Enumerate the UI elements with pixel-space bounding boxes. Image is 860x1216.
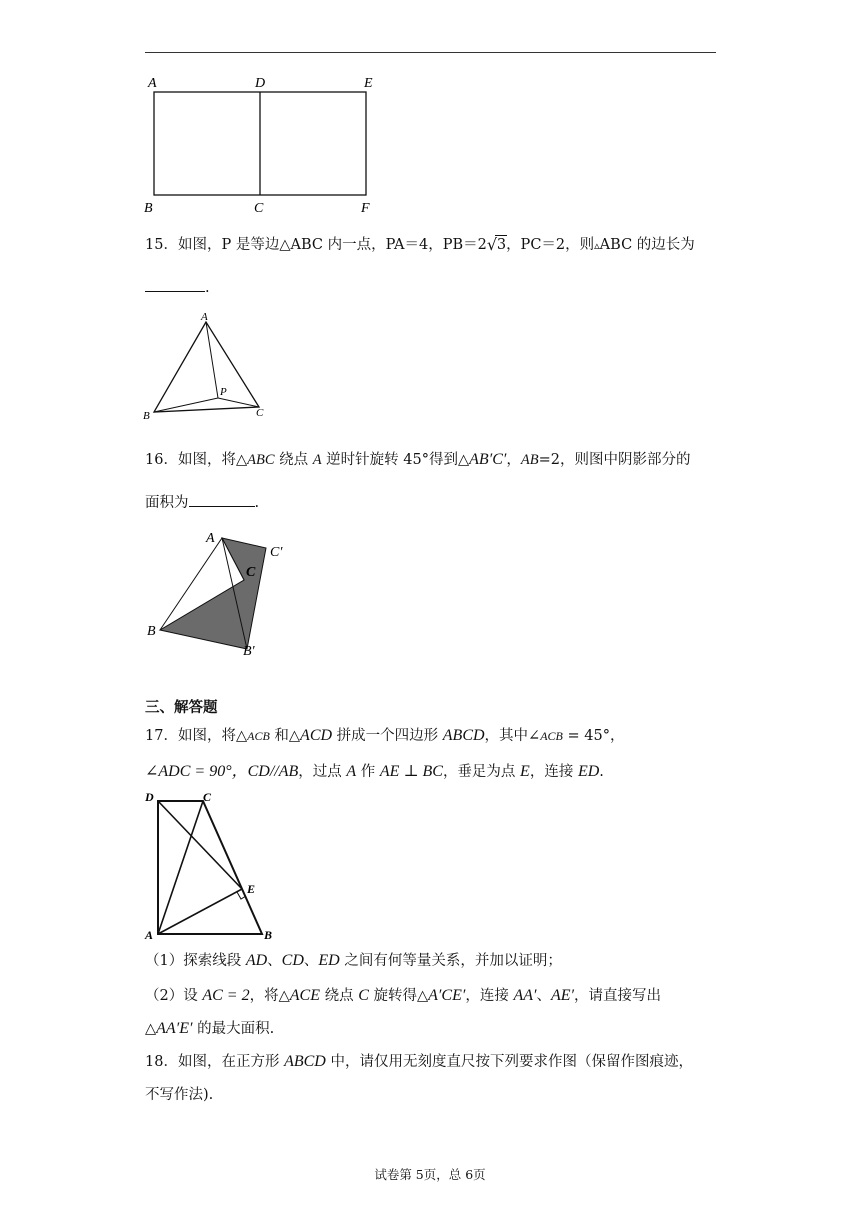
q18-text: 18．如图，在正方形 (145, 1054, 285, 1070)
label-A: A (206, 531, 215, 546)
q17-acd: ACD (300, 727, 333, 744)
q17p2-ace: ACE (289, 987, 320, 1004)
q16-abc: ABC (247, 452, 275, 468)
label-C: C (254, 201, 264, 216)
q16-abc-prime: AB′C′ (469, 451, 507, 468)
q17p2-aep: AE′ (551, 987, 575, 1004)
q15-text-c: ABC 的边长为 (599, 237, 695, 253)
figure-triangle-p (140, 305, 280, 425)
figure-quadrilateral (140, 788, 290, 948)
q17-text: ，垂足为点 (442, 764, 521, 780)
q18-line2 (145, 1085, 213, 1105)
label-B-prime: B′ (243, 644, 255, 659)
q17-text: ，过点 (298, 764, 347, 780)
q17-text: ，连接 (529, 764, 578, 780)
label-C-prime: C′ (270, 545, 283, 560)
q17p2-text: 的最大面积. (192, 1021, 275, 1037)
q17p2-text: ，连接 (465, 988, 514, 1004)
answer-blank-16[interactable] (189, 492, 255, 507)
q17p2-aae: AA′E′ (156, 1020, 193, 1037)
label-D: D (145, 790, 154, 804)
q17-text: 拼成一个四边形 (332, 728, 443, 744)
q16-text-e: =2，则图中阴影部分的 (538, 452, 691, 468)
q17p1-text: 之间有何等量关系，并加以证明； (339, 953, 562, 969)
q17p2-ac: AC = 2 (202, 987, 250, 1004)
q17-e: E (520, 763, 530, 780)
q17-acb: ACB (247, 729, 270, 743)
q17-text: ，其中∠ (484, 728, 541, 744)
label-B: B (147, 624, 156, 639)
label-B: B (143, 410, 150, 422)
q17-part2-line2 (145, 1019, 274, 1039)
q17-acb2: ACB (540, 729, 563, 743)
q16-line2 (145, 492, 259, 513)
q18-line1 (145, 1052, 693, 1072)
q15-end: . (205, 280, 210, 296)
q16-text-a: 16．如图，将△ (145, 452, 248, 468)
q17-ae-bc: AE ⊥ BC (379, 763, 443, 780)
label-E: E (247, 882, 256, 896)
q17-line2 (145, 762, 604, 782)
label-E: E (364, 76, 373, 91)
q17p2-text: （2）设 (145, 988, 203, 1004)
q15-line1 (145, 235, 695, 256)
q17-text: 和△ (269, 728, 301, 744)
label-A: A (201, 311, 208, 323)
q17p2-aap: AA′ (513, 987, 537, 1004)
q17-angle-adc: ∠ADC = 90°， (145, 763, 248, 780)
label-A: A (148, 76, 157, 91)
label-C: C (203, 790, 212, 804)
q17p2-text: ，请直接写出 (574, 988, 662, 1004)
section-title: 三、解答题 (145, 699, 218, 716)
label-A: A (145, 928, 154, 942)
q16-ab: AB (520, 452, 539, 468)
label-B: B (264, 928, 273, 942)
answer-blank-15[interactable] (145, 277, 205, 292)
q17-text: . (599, 764, 604, 780)
q17-abcd: ABCD (442, 727, 485, 744)
q17-parallel: CD//AB (247, 763, 299, 780)
q17p1-text: （1）探索线段 (145, 953, 246, 969)
q15-answer-line (145, 277, 210, 298)
q17p1-ed: ED (318, 952, 340, 969)
q17p2-text: 、 (536, 988, 551, 1004)
sqrt-arg: 3 (496, 237, 507, 253)
q17p2-text: ，将△ (249, 988, 290, 1004)
q18-text: 不写作法). (145, 1087, 214, 1103)
q16-text-b: 绕点 (274, 452, 313, 468)
q17-part2-line1 (145, 986, 661, 1006)
q17p1-text: 、 (267, 953, 282, 969)
label-D: D (255, 76, 266, 91)
label-C: C (246, 565, 256, 580)
q17p2-c: C (358, 987, 369, 1004)
label-P: P (220, 386, 227, 398)
q17-line1 (145, 726, 624, 746)
label-F: F (361, 201, 370, 216)
page-footer: 试卷第 5页，总 6页 (374, 1167, 486, 1182)
q16-text-c: 逆时针旋转 45°得到△ (321, 452, 470, 468)
q17p1-text: 、 (303, 953, 319, 969)
q17p2-text: △ (145, 1021, 157, 1037)
sqrt-3: √ 3 (486, 235, 507, 254)
q17-text: 17．如图，将△ (145, 728, 248, 744)
figure-two-squares (140, 72, 390, 222)
q17p1-ad: AD (245, 952, 268, 969)
triangle-symbol: ▵ (594, 239, 600, 252)
q17-text: = 45°， (562, 728, 625, 744)
figure-rotation (140, 525, 300, 665)
header-rule (145, 52, 716, 53)
q17-ed: ED (577, 763, 600, 780)
q17p2-text: 旋转得△ (368, 988, 429, 1004)
q17p2-text: 绕点 (319, 988, 359, 1004)
q15-text-a: 15．如图，P 是等边△ABC 内一点，PA＝4，PB＝2 (145, 237, 487, 253)
q15-text-b: ，PC＝2，则 (506, 237, 595, 253)
q16-line1 (145, 450, 690, 470)
label-C: C (256, 407, 264, 419)
q16-line2-text: 面积为 (145, 495, 189, 511)
q17p1-cd: CD (281, 952, 304, 969)
q16-end: . (254, 495, 260, 511)
label-B: B (144, 201, 153, 216)
q17-part1 (145, 951, 562, 971)
q17-text: 作 (356, 764, 380, 780)
q16-text-d: ， (506, 452, 521, 468)
q17-a: A (346, 763, 357, 780)
q16-a: A (312, 452, 322, 468)
q18-abcd: ABCD (284, 1053, 326, 1070)
q17p2-ace-prime: A′CE′ (428, 987, 466, 1004)
q18-text: 中，请仅用无刻度直尺按下列要求作图（保留作图痕迹， (325, 1054, 693, 1070)
